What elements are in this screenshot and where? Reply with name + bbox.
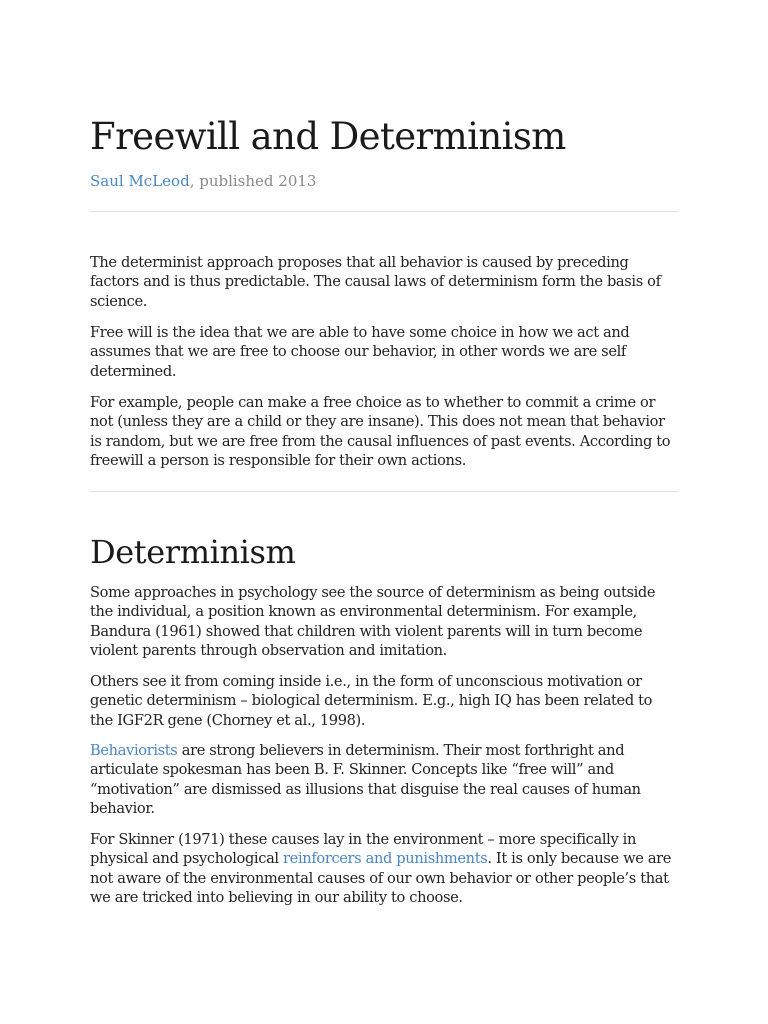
- page-title: Freewill and Determinism: [90, 115, 566, 158]
- determinism-paragraph-3: Behaviorists are strong believers in determinism. Their most forthright and articulate spokesman has been B. F. Skinner. Concepts like “free will” and “motivation” are dismissed as illusions that disguise the real causes of human behavior.: [90, 742, 641, 818]
- intro-paragraph-3: For example, people can make a free choice as to whether to commit a crime or not (unless they are a child or they are insane). This does not mean that behavior is random, but we are free from the causal influences of past events. According to freewill a person is responsible for their own actions.: [90, 394, 671, 470]
- determinism-paragraph-1: Some approaches in psychology see the source of determinism as being outside the individual, a position known as environmental determinism. For example, Bandura (1961) showed that children with violent parents will in turn become violent parents through observation and imitation.: [90, 584, 656, 660]
- intro-paragraph-2: Free will is the idea that we are able to have some choice in how we act and assumes that we are free to choose our behavior, in other words we are self determined.: [90, 324, 630, 380]
- behaviorists-link[interactable]: Behaviorists: [90, 742, 178, 759]
- byline: [90, 170, 316, 192]
- determinism-paragraph-4: For Skinner (1971) these causes lay in the environment – more specifically in physical and psychological reinforcers and punishments. It is only because we are not aware of the environmental causes of our own behavior or other people’s that we are tricked into believing in our ability to choose.: [90, 831, 672, 907]
- intro-paragraph-1: The determinist approach proposes that all behavior is caused by preceding factors and is thus predictable. The causal laws of determinism form the basis of science.: [90, 254, 661, 310]
- divider: [90, 491, 678, 492]
- section-heading: Determinism: [90, 533, 296, 571]
- determinism-paragraph-2: Others see it from coming inside i.e., in the form of unconscious motivation or genetic determinism – biological determinism. E.g., high IQ has been related to the IGF2R gene (Chorney et al., 1998).: [90, 673, 653, 729]
- divider: [90, 211, 678, 212]
- reinforcers-link[interactable]: reinforcers and punishments: [283, 850, 488, 868]
- author-link[interactable]: Saul McLeod: [90, 172, 190, 190]
- publish-date: , published 2013: [189, 172, 317, 190]
